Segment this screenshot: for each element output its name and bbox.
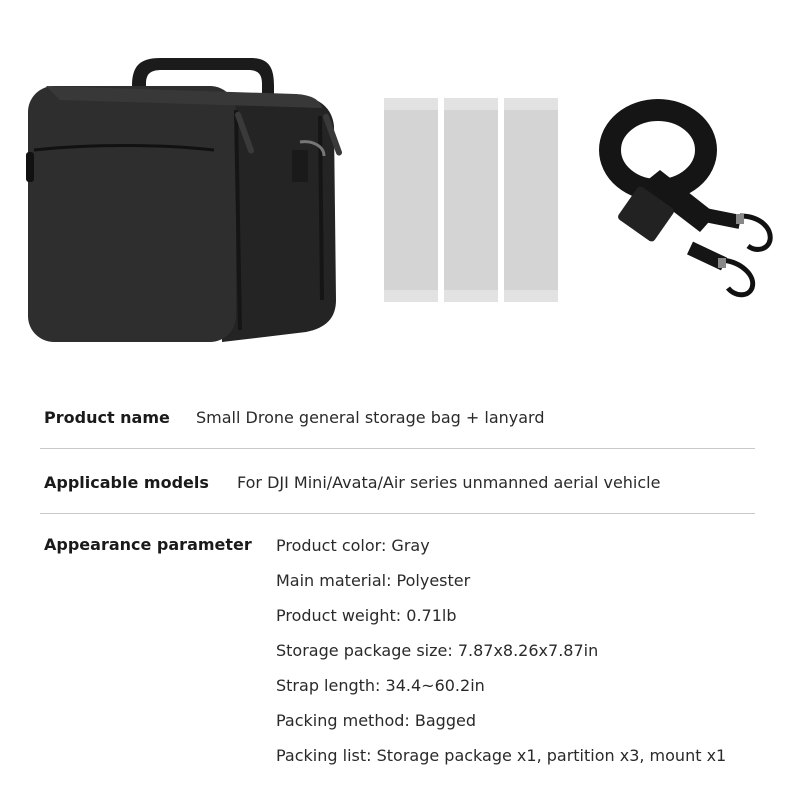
row-divider bbox=[40, 448, 755, 449]
spec-label: Appearance parameter bbox=[44, 535, 252, 554]
partition-pads-image bbox=[384, 98, 558, 302]
param-item: Storage package size: 7.87x8.26x7.87in bbox=[276, 641, 599, 660]
spec-label: Product name bbox=[44, 408, 170, 427]
storage-bag-image bbox=[26, 58, 343, 342]
param-item: Strap length: 34.4~60.2in bbox=[276, 676, 485, 695]
param-item: Packing method: Bagged bbox=[276, 711, 476, 730]
param-item: Product color: Gray bbox=[276, 536, 430, 555]
product-illustration bbox=[0, 0, 800, 360]
spec-value: Small Drone general storage bag + lanyard bbox=[196, 408, 545, 427]
row-divider bbox=[40, 513, 755, 514]
param-item: Packing list: Storage package x1, partition x3, mount x1 bbox=[276, 746, 727, 765]
param-item: Product weight: 0.71lb bbox=[276, 606, 457, 625]
param-item: Main material: Polyester bbox=[276, 571, 471, 590]
shoulder-strap-image bbox=[610, 110, 770, 295]
spec-value: For DJI Mini/Avata/Air series unmanned aerial vehicle bbox=[237, 473, 661, 492]
spec-label: Applicable models bbox=[44, 473, 209, 492]
